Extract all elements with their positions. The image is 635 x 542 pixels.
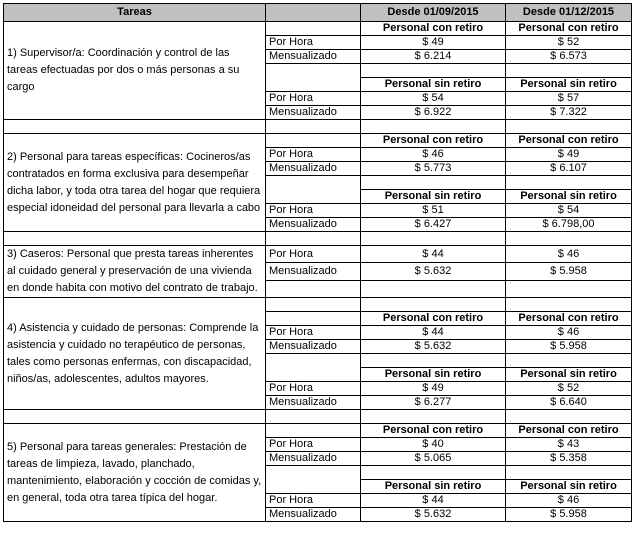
value-cell: $ 6.798,00 — [506, 218, 632, 232]
value-cell: $ 49 — [506, 148, 632, 162]
value-cell: $ 6.640 — [506, 396, 632, 410]
value-cell: $ 5.632 — [361, 263, 506, 280]
con-retiro-header: Personal con retiro — [506, 22, 632, 36]
sin-retiro-header: Personal sin retiro — [506, 368, 632, 382]
sin-retiro-header: Personal sin retiro — [506, 480, 632, 494]
salary-table — [3, 3, 632, 522]
header-tareas: Tareas — [4, 4, 266, 22]
mensualizado-label: Mensualizado — [266, 396, 361, 410]
con-retiro-header: Personal con retiro — [361, 22, 506, 36]
sin-retiro-header: Personal sin retiro — [361, 190, 506, 204]
con-retiro-header: Personal con retiro — [361, 312, 506, 326]
value-cell: $ 52 — [506, 36, 632, 50]
value-cell: $ 6.214 — [361, 50, 506, 64]
value-cell: $ 40 — [361, 438, 506, 452]
category-4-description: 4) Asistencia y cuidado de personas: Comprende la asistencia y cuidado no terapéutico de personas, tales como personas enfermas, con discapacidad, niños/as, adolescentes, adultos mayores. — [4, 298, 266, 410]
por-hora-label: Por Hora — [266, 36, 361, 50]
value-cell: $ 46 — [506, 246, 632, 263]
value-cell: $ 5.358 — [506, 452, 632, 466]
value-cell: $ 6.573 — [506, 50, 632, 64]
value-cell: $ 44 — [361, 246, 506, 263]
header-period-2: Desde 01/12/2015 — [506, 4, 632, 22]
mensualizado-label: Mensualizado — [266, 452, 361, 466]
value-cell: $ 46 — [361, 148, 506, 162]
value-cell: $ 49 — [361, 382, 506, 396]
value-cell: $ 43 — [506, 438, 632, 452]
category-3-description: 3) Caseros: Personal que presta tareas inherentes al cuidado general y preservación de una vivienda en donde habita con motivo del contrato de trabajo. — [4, 246, 266, 298]
value-cell: $ 51 — [361, 204, 506, 218]
value-cell: $ 52 — [506, 382, 632, 396]
value-cell: $ 57 — [506, 92, 632, 106]
sin-retiro-header: Personal sin retiro — [361, 368, 506, 382]
value-cell: $ 5.632 — [361, 508, 506, 522]
value-cell: $ 46 — [506, 494, 632, 508]
value-cell: $ 5.632 — [361, 340, 506, 354]
mensualizado-label: Mensualizado — [266, 340, 361, 354]
sin-retiro-header: Personal sin retiro — [506, 78, 632, 92]
con-retiro-header: Personal con retiro — [506, 134, 632, 148]
value-cell: $ 54 — [506, 204, 632, 218]
value-cell: $ 54 — [361, 92, 506, 106]
mensualizado-label: Mensualizado — [266, 106, 361, 120]
value-cell: $ 6.277 — [361, 396, 506, 410]
value-cell: $ 7.322 — [506, 106, 632, 120]
por-hora-label: Por Hora — [266, 246, 361, 263]
por-hora-label: Por Hora — [266, 438, 361, 452]
por-hora-label: Por Hora — [266, 494, 361, 508]
con-retiro-header: Personal con retiro — [361, 134, 506, 148]
header-empty — [266, 4, 361, 22]
por-hora-label: Por Hora — [266, 204, 361, 218]
value-cell: $ 44 — [361, 326, 506, 340]
por-hora-label: Por Hora — [266, 92, 361, 106]
mensualizado-label: Mensualizado — [266, 50, 361, 64]
con-retiro-header: Personal con retiro — [506, 424, 632, 438]
mensualizado-label: Mensualizado — [266, 162, 361, 176]
value-cell: $ 44 — [361, 494, 506, 508]
con-retiro-header: Personal con retiro — [506, 312, 632, 326]
mensualizado-label: Mensualizado — [266, 218, 361, 232]
mensualizado-label: Mensualizado — [266, 508, 361, 522]
category-5-description: 5) Personal para tareas generales: Prestación de tareas de limpieza, lavado, planchado, mantenimiento, elaboración y cocción de comidas y, en general, toda otra tarea típica del hogar. — [4, 424, 266, 522]
value-cell: $ 5.958 — [506, 340, 632, 354]
value-cell: $ 6.427 — [361, 218, 506, 232]
table-header-row — [4, 4, 632, 22]
sin-retiro-header: Personal sin retiro — [506, 190, 632, 204]
header-period-1: Desde 01/09/2015 — [361, 4, 506, 22]
category-2-description: 2) Personal para tareas específicas: Cocineros/as contratados en forma exclusiva para desempeñar dicha labor, y toda otra tarea del hogar que requiera especial idoneidad del personal para llevarla a cabo — [4, 134, 266, 232]
mensualizado-label: Mensualizado — [266, 263, 361, 280]
por-hora-label: Por Hora — [266, 326, 361, 340]
value-cell: $ 49 — [361, 36, 506, 50]
category-1-description: 1) Supervisor/a: Coordinación y control de las tareas efectuadas por dos o más personas a su cargo — [4, 22, 266, 120]
sin-retiro-header: Personal sin retiro — [361, 480, 506, 494]
value-cell: $ 6.107 — [506, 162, 632, 176]
con-retiro-header: Personal con retiro — [361, 424, 506, 438]
value-cell: $ 5.773 — [361, 162, 506, 176]
value-cell: $ 5.958 — [506, 263, 632, 280]
value-cell: $ 5.065 — [361, 452, 506, 466]
value-cell: $ 46 — [506, 326, 632, 340]
sin-retiro-header: Personal sin retiro — [361, 78, 506, 92]
value-cell: $ 5.958 — [506, 508, 632, 522]
value-cell: $ 6.922 — [361, 106, 506, 120]
por-hora-label: Por Hora — [266, 148, 361, 162]
por-hora-label: Por Hora — [266, 382, 361, 396]
